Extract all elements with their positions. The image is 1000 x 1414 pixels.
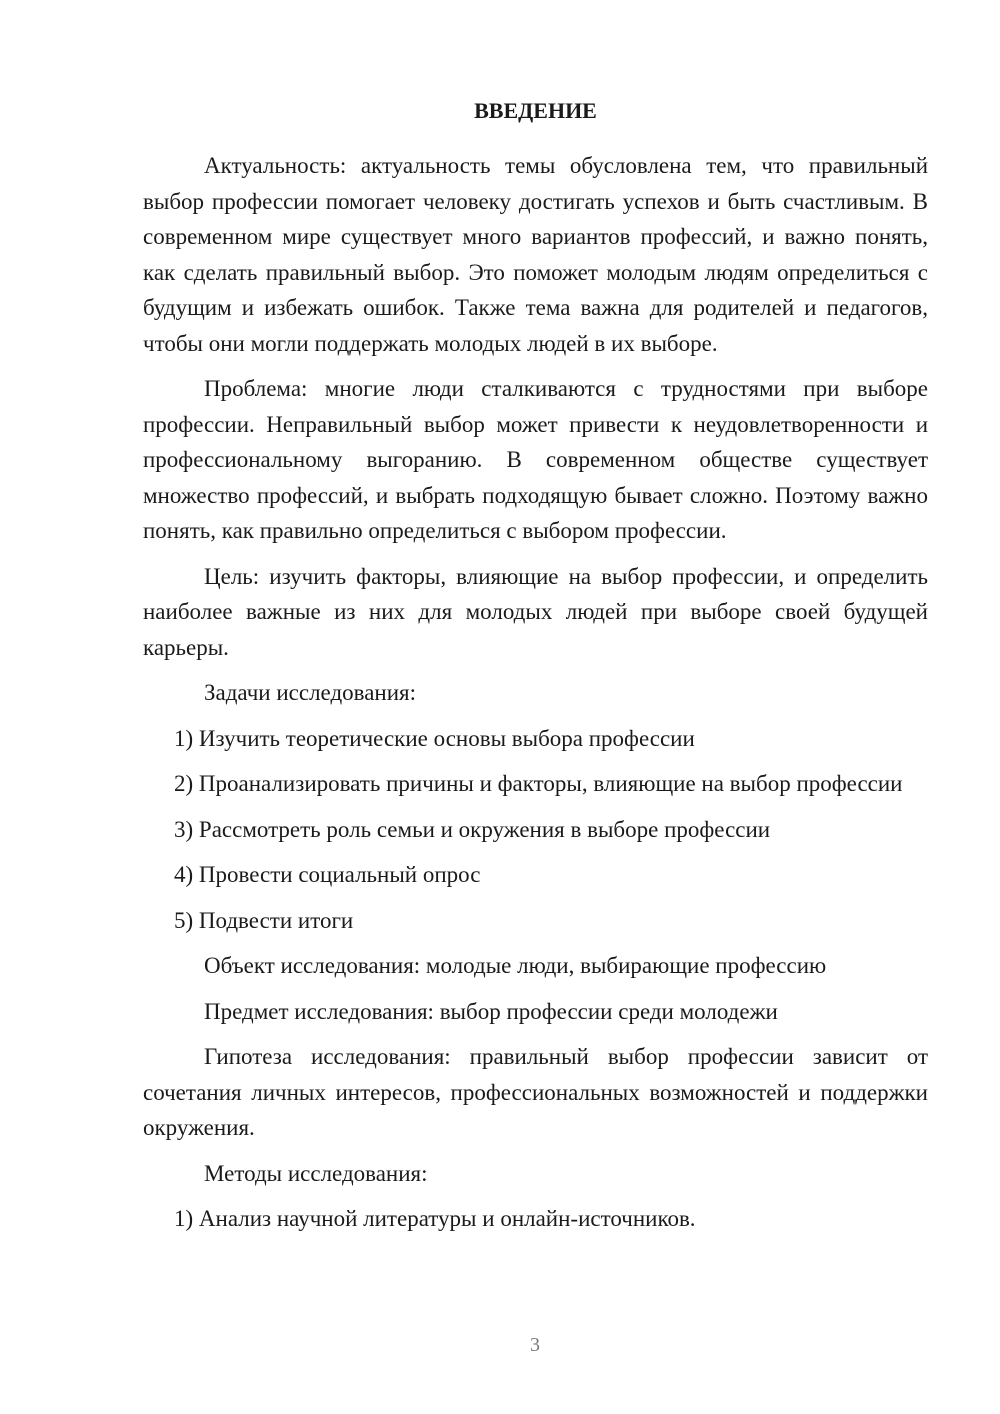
document-body bbox=[143, 96, 928, 1247]
task-item: 1) Изучить теоретические основы выбора профессии bbox=[174, 725, 695, 751]
hypothesis-paragraph: Гипотеза исследования: правильный выбор профессии зависит от сочетания личных интересов, профессиональных возможностей и поддержки окружения. bbox=[143, 1044, 928, 1140]
task-item: 4) Провести социальный опрос bbox=[174, 862, 481, 887]
relevance-paragraph: Актуальность: актуальность темы обусловлена тем, что правильный выбор профессии помогает человеку достигать успехов и быть счастливым. В современном мире существует много вариантов профессий, и важно понять, как сделать правильный выбор. Это поможет молодым людям определиться с будущим и избежать ошибок. Также тема важна для родителей и педагогов, чтобы они могли поддержать молодых людей в их выборе. bbox=[143, 153, 928, 356]
task-item: 3) Рассмотреть роль семьи и окружения в выборе профессии bbox=[174, 816, 771, 842]
subject-paragraph: Предмет исследования: выбор профессии среди молодежи bbox=[204, 998, 778, 1024]
problem-paragraph: Проблема: многие люди сталкиваются с трудностями при выборе профессии. Неправильный выбор может привести к неудовлетворенности и профессиональному выгоранию. В современном обществе существует множество профессий, и выбрать подходящую бывает сложно. Поэтому важно понять, как правильно определиться с выбором профессии. bbox=[143, 376, 928, 543]
methods-heading: Методы исследования: bbox=[204, 1160, 428, 1186]
goal-paragraph: Цель: изучить факторы, влияющие на выбор профессии, и определить наиболее важные из них для молодых людей при выборе своей будущей карьеры. bbox=[143, 563, 928, 660]
object-paragraph: Объект исследования: молодые люди, выбирающие профессию bbox=[204, 953, 827, 978]
section-title: ВВЕДЕНИЕ bbox=[474, 98, 597, 123]
task-item: 2) Проанализировать причины и факторы, влияющие на выбор профессии bbox=[174, 771, 903, 796]
task-item: 5) Подвести итоги bbox=[174, 907, 354, 933]
tasks-heading: Задачи исследования: bbox=[204, 680, 417, 705]
method-item: 1) Анализ научной литературы и онлайн-источников. bbox=[174, 1206, 696, 1231]
page-number: 3 bbox=[530, 1334, 540, 1356]
